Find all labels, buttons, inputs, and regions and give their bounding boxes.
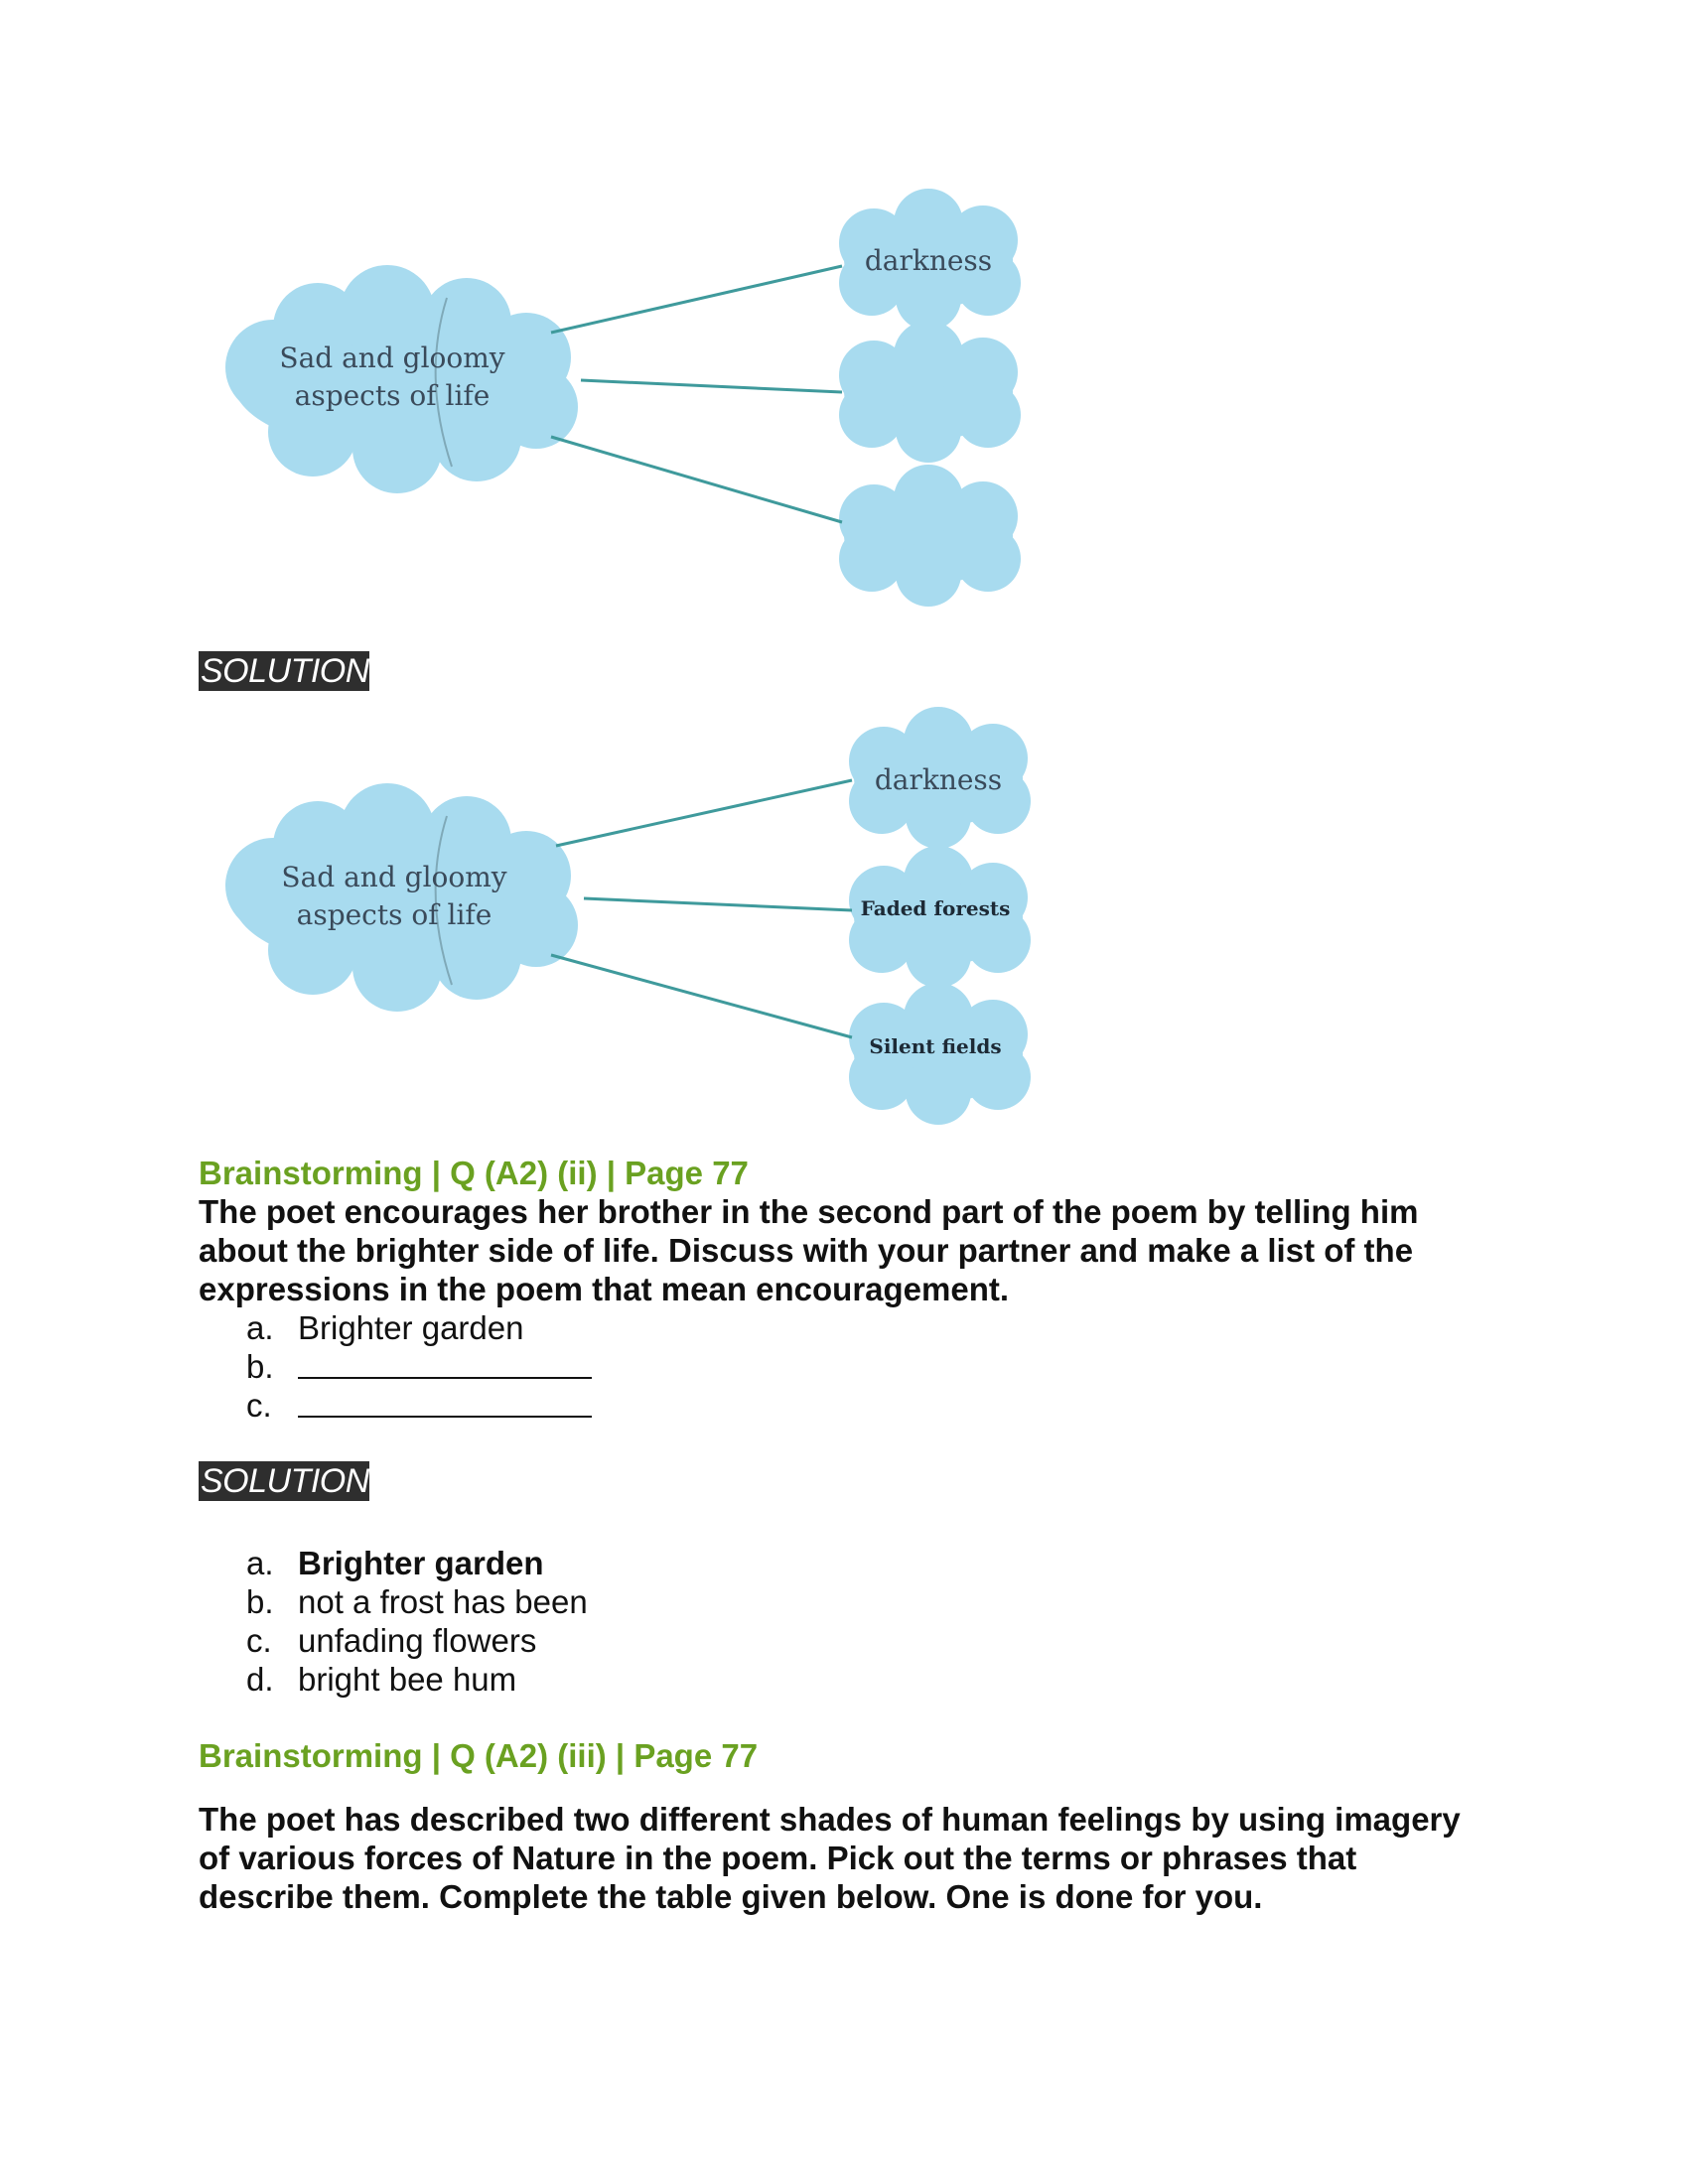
question-line: The poet encourages her brother in the second part of the poem by telling him — [199, 1193, 1419, 1230]
list-marker: a. — [246, 1309, 274, 1346]
question-line: The poet has described two different shades of human feelings by using imagery — [199, 1801, 1461, 1838]
mind-map-svg — [0, 189, 1092, 615]
list-item — [246, 1582, 588, 1621]
question-line: expressions in the poem that mean encouragement. — [199, 1271, 1010, 1307]
center-cloud-shape — [225, 783, 578, 1012]
center-text-line2: aspects of life — [294, 379, 491, 412]
list-item — [246, 1347, 592, 1386]
list-item — [246, 1386, 592, 1425]
mind-map-solution-svg — [0, 707, 1092, 1134]
center-text-line1: Sad and gloomy — [281, 861, 507, 893]
list-item-text: Brighter garden — [298, 1309, 524, 1346]
section-heading-a2-iii: Brainstorming | Q (A2) (iii) | Page 77 — [199, 1737, 759, 1774]
list-item-text: Brighter garden — [298, 1545, 544, 1581]
list-item-text: not a frost has been — [298, 1583, 588, 1620]
list-marker: d. — [246, 1661, 274, 1698]
branch-text-2: Faded forests — [860, 896, 1011, 920]
question-line: describe them. Complete the table given below. One is done for you. — [199, 1878, 1263, 1915]
connector-lines — [551, 266, 842, 522]
list-marker: c. — [246, 1387, 272, 1424]
branch-text-1: darkness — [874, 763, 1003, 796]
list-marker: c. — [246, 1622, 272, 1659]
center-text-line2: aspects of life — [296, 898, 492, 931]
list-marker: b. — [246, 1348, 274, 1385]
blank-answer-line — [298, 1386, 592, 1418]
solution-badge-1: SOLUTION — [201, 652, 369, 690]
question-a2-ii — [199, 1192, 1509, 1308]
branch-cloud-shape-2 — [839, 321, 1021, 463]
branch-text-3: Silent fields — [869, 1034, 1002, 1058]
solution-list-a2-ii — [246, 1544, 588, 1699]
list-item — [246, 1621, 588, 1660]
question-list-a2-ii — [246, 1308, 592, 1425]
list-item-text: unfading flowers — [298, 1622, 537, 1659]
question-line: about the brighter side of life. Discuss with your partner and make a list of the — [199, 1232, 1414, 1269]
branch-cloud-shape-3 — [839, 465, 1021, 607]
list-item-text: bright bee hum — [298, 1661, 517, 1698]
section-heading-a2-ii: Brainstorming | Q (A2) (ii) | Page 77 — [199, 1155, 749, 1191]
diagram-solution — [0, 707, 1688, 1134]
question-a2-iii — [199, 1800, 1509, 1916]
connector-lines — [551, 780, 852, 1037]
blank-answer-line — [298, 1347, 592, 1379]
diagram-question — [0, 189, 1688, 615]
list-marker: a. — [246, 1545, 274, 1581]
list-marker: b. — [246, 1583, 274, 1620]
question-line: of various forces of Nature in the poem. Pick out the terms or phrases that — [199, 1840, 1357, 1876]
solution-badge-2: SOLUTION — [201, 1462, 369, 1500]
list-item — [246, 1544, 588, 1582]
list-item — [246, 1308, 592, 1347]
center-text-line1: Sad and gloomy — [279, 341, 505, 374]
branch-text-1: darkness — [864, 244, 993, 277]
list-item — [246, 1660, 588, 1699]
